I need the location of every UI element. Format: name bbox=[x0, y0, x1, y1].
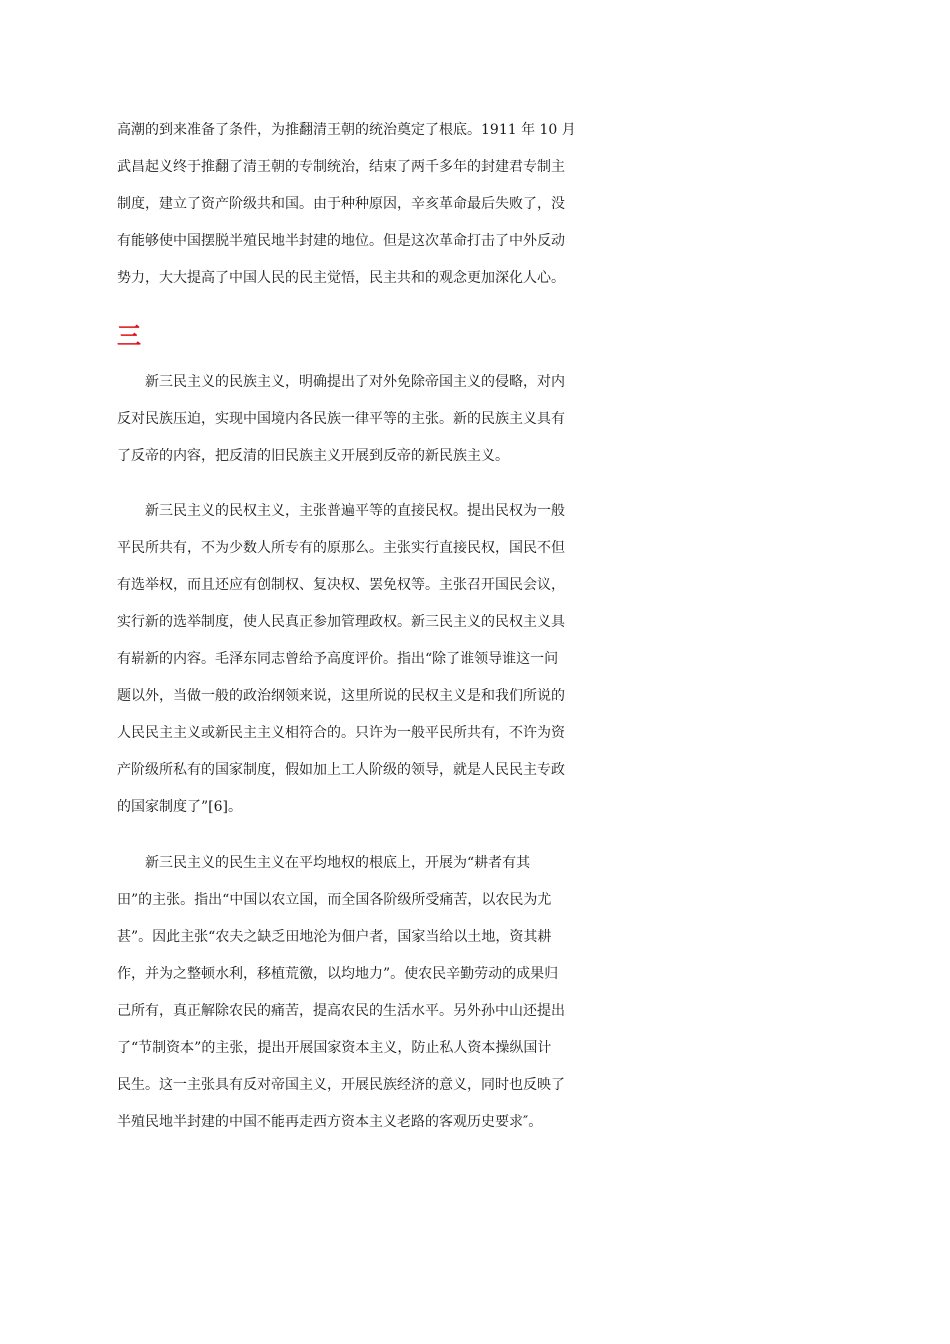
text-line: 了“节制资本”的主张，提出开展国家资本主义，防止私人资本操纵国计 bbox=[117, 1040, 552, 1056]
text-line: 题以外，当做一般的政治纲领来说，这里所说的民权主义是和我们所说的 bbox=[117, 688, 565, 704]
paragraph-4 bbox=[117, 845, 837, 1141]
paragraph-1 bbox=[117, 112, 837, 297]
paragraph-2 bbox=[117, 364, 837, 475]
text-line: 有选举权，而且还应有创制权、复决权、罢免权等。主张召开国民会议， bbox=[117, 577, 565, 593]
text-line: 半殖民地半封建的中国不能再走西方资本主义老路的客观历史要求″。 bbox=[117, 1114, 543, 1130]
text-line: 有崭新的内容。毛泽东同志曾给予高度评价。指出“除了谁领导谁这一问 bbox=[117, 651, 559, 667]
text-line: 实行新的选举制度，使人民真正参加管理政权。新三民主义的民权主义具 bbox=[117, 614, 565, 630]
text-line: 高潮的到来准备了条件，为推翻清王朝的统治奠定了根底。1911 年 10 月 bbox=[117, 122, 576, 138]
section-heading: 三 bbox=[117, 321, 141, 350]
text-line: 了反帝的内容，把反清的旧民族主义开展到反帝的新民族主义。 bbox=[117, 448, 509, 464]
text-line: 新三民主义的民权主义，主张普遍平等的直接民权。提出民权为一般 bbox=[117, 503, 565, 519]
text-line: 制度，建立了资产阶级共和国。由于种种原因，辛亥革命最后失败了，没 bbox=[117, 196, 565, 212]
text-line: 有能够使中国摆脱半殖民地半封建的地位。但是这次革命打击了中外反动 bbox=[117, 233, 565, 249]
text-line: 甚”。因此主张“农夫之缺乏田地沦为佃户者，国家当给以土地，资其耕 bbox=[117, 929, 552, 945]
text-line: 新三民主义的民族主义，明确提出了对外免除帝国主义的侵略，对内 bbox=[117, 374, 565, 390]
text-line: 势力，大大提高了中国人民的民主觉悟，民主共和的观念更加深化人心。 bbox=[117, 270, 565, 286]
text-line: 产阶级所私有的国家制度，假如加上工人阶级的领导，就是人民民主专政 bbox=[117, 762, 565, 778]
text-line: 人民民主主义或新民主主义相符合的。只许为一般平民所共有，不许为资 bbox=[117, 725, 565, 741]
paragraph-3 bbox=[117, 493, 837, 826]
text-line: 民生。这一主张具有反对帝国主义，开展民族经济的意义，同时也反映了 bbox=[117, 1077, 565, 1093]
text-line: 反对民族压迫，实现中国境内各民族一律平等的主张。新的民族主义具有 bbox=[117, 411, 565, 427]
text-line: 己所有，真正解除农民的痛苦，提高农民的生活水平。另外孙中山还提出 bbox=[117, 1003, 565, 1019]
text-line: 武昌起义终于推翻了清王朝的专制统治，结束了两千多年的封建君专制主 bbox=[117, 159, 565, 175]
text-line: 的国家制度了”[6]。 bbox=[117, 799, 242, 815]
text-line: 平民所共有，不为少数人所专有的原那么。主张实行直接民权，国民不但 bbox=[117, 540, 565, 556]
text-line: 新三民主义的民生主义在平均地权的根底上，开展为“耕者有其 bbox=[117, 855, 531, 871]
text-line: 田”的主张。指出“中国以农立国，而全国各阶级所受痛苦，以农民为尤 bbox=[117, 892, 552, 908]
text-line: 作，并为之整顿水利，移植荒徼，以均地力”。使农民辛勤劳动的成果归 bbox=[117, 966, 559, 982]
